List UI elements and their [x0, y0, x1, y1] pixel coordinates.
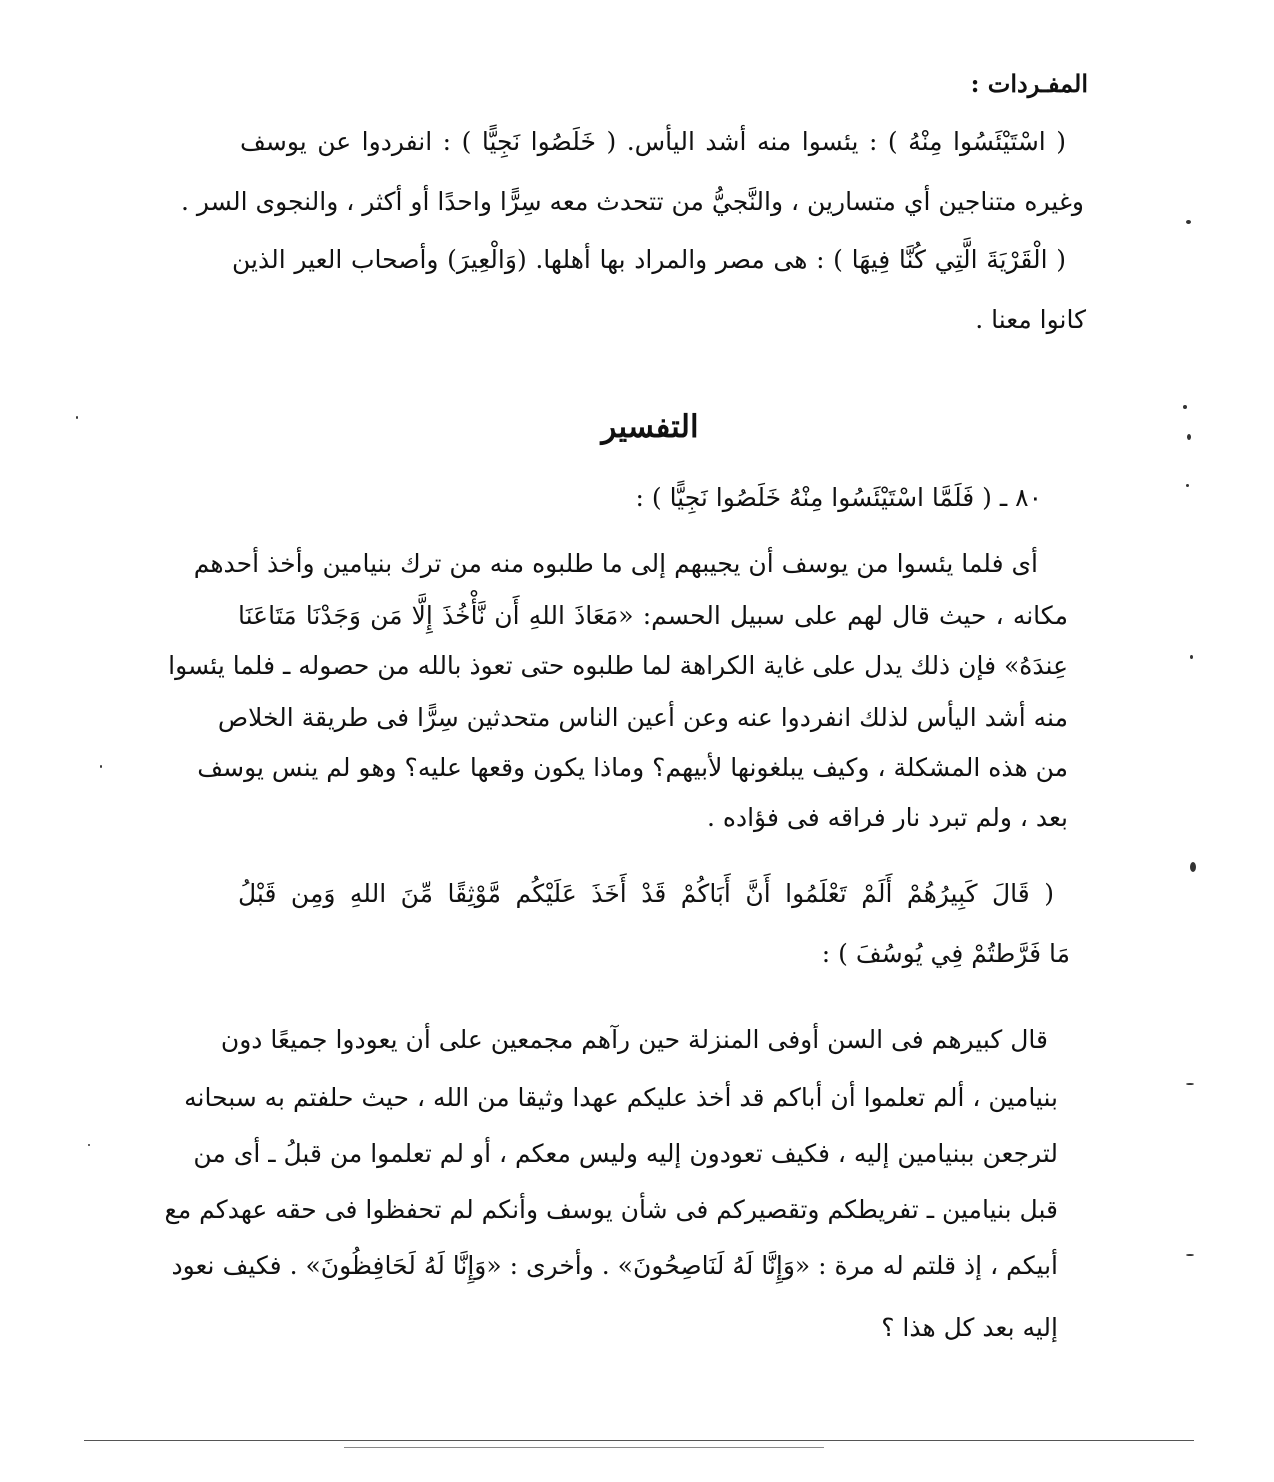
- vocab-line: وغيره متناجين أي متسارين ، والنَّجيُّ من تتحدث معه سِرًّا واحدًا أو أكثر ، والنجوى السر .: [181, 187, 1084, 216]
- vocab-line: ( اسْتَيْئَسُوا مِنْهُ ) : يئسوا منه أشد اليأس. ( خَلَصُوا نَجِيًّا ) : انفردوا عن يوسف: [240, 127, 1066, 156]
- bottom-rule: [84, 1440, 1194, 1441]
- vocab-line: ( الْقَرْيَةَ الَّتِي كُنَّا فِيهَا ) : هى مصر والمراد بها أهلها. (وَالْعِيرَ) وأصحاب العير الذين: [232, 245, 1066, 274]
- verse-80: ٨٠ ـ ( فَلَمَّا اسْتَيْئَسُوا مِنْهُ خَلَصُوا نَجِيًّا ) :: [635, 483, 1042, 512]
- vocab-line: كانوا معنا .: [975, 305, 1086, 334]
- tafsir-paragraph-line: مكانه ، حيث قال لهم على سبيل الحسم: «مَعَاذَ اللهِ أَن نَّأْخُذَ إِلَّا مَن وَجَدْنَا مَتَاعَنَا: [238, 601, 1068, 630]
- scan-speck: [1190, 862, 1196, 872]
- tafsir-paragraph-line: أبيكم ، إذ قلتم له مرة : «وَإِنَّا لَهُ لَنَاصِحُونَ» . وأخرى : «وَإِنَّا لَهُ لَحَافِظُونَ» . فكيف نعود: [171, 1251, 1058, 1280]
- tafsir-paragraph-line: قبل بنيامين ـ تفريطكم وتقصيركم فى شأن يوسف وأنكم لم تحفظوا فى حقه عهدكم مع: [164, 1195, 1058, 1224]
- scan-speck: [1186, 220, 1191, 224]
- tafsir-paragraph-line: قال كبيرهم فى السن أوفى المنزلة حين رآهم مجمعين على أن يعودوا جميعًا دون: [220, 1025, 1048, 1054]
- tafsir-paragraph-line: عِندَهُ» فإن ذلك يدل على غاية الكراهة لما طلبوه حتى تعوذ بالله من حصوله ـ فلما يئسوا: [168, 651, 1068, 680]
- scan-speck: [1186, 1083, 1194, 1085]
- tafsir-heading: التفسير: [601, 409, 699, 445]
- tafsir-paragraph-line: من هذه المشكلة ، وكيف يبلغونها لأبيهم؟ وماذا يكون وقعها عليه؟ وهو لم ينس يوسف: [197, 753, 1068, 782]
- scan-speck: [1190, 655, 1193, 659]
- verse-81: مَا فَرَّطتُمْ فِي يُوسُفَ ) :: [821, 939, 1070, 968]
- vocab-heading: المفـردات :: [970, 69, 1088, 98]
- tafsir-paragraph-line: بعد ، ولم تبرد نار فراقه فى فؤاده .: [706, 803, 1068, 832]
- scan-speck: [88, 1144, 90, 1146]
- tafsir-paragraph-line: إليه بعد كل هذا ؟: [881, 1313, 1058, 1342]
- scan-speck: [1183, 405, 1187, 409]
- tafsir-paragraph-line: بنيامين ، ألم تعلموا أن أباكم قد أخذ عليكم عهدا وثيقا من الله ، حيث حلفتم به سبحانه: [184, 1083, 1058, 1112]
- scan-speck: [1187, 434, 1191, 440]
- scan-speck: [76, 416, 78, 419]
- tafsir-paragraph-line: أى فلما يئسوا من يوسف أن يجيبهم إلى ما طلبوه منه من ترك بنيامين وأخذ أحدهم: [193, 549, 1038, 578]
- verse-81: ( قَالَ كَبِيرُهُمْ أَلَمْ تَعْلَمُوا أَنَّ أَبَاكُمْ قَدْ أَخَذَ عَلَيْكُم مَّوْثِقًا مِّنَ اللهِ وَمِن قَبْلُ: [238, 879, 1054, 908]
- scan-speck: [1186, 1254, 1194, 1256]
- scan-speck: [1186, 484, 1189, 487]
- tafsir-paragraph-line: لترجعن ببنيامين إليه ، فكيف تعودون إليه وليس معكم ، أو لم تعلموا من قبلُ ـ أى من: [193, 1139, 1058, 1168]
- tafsir-paragraph-line: منه أشد اليأس لذلك انفردوا عنه وعن أعين الناس متحدثين سِرًّا فى طريقة الخلاص: [217, 703, 1068, 732]
- bottom-rule: [344, 1447, 824, 1448]
- scan-speck: [100, 765, 102, 768]
